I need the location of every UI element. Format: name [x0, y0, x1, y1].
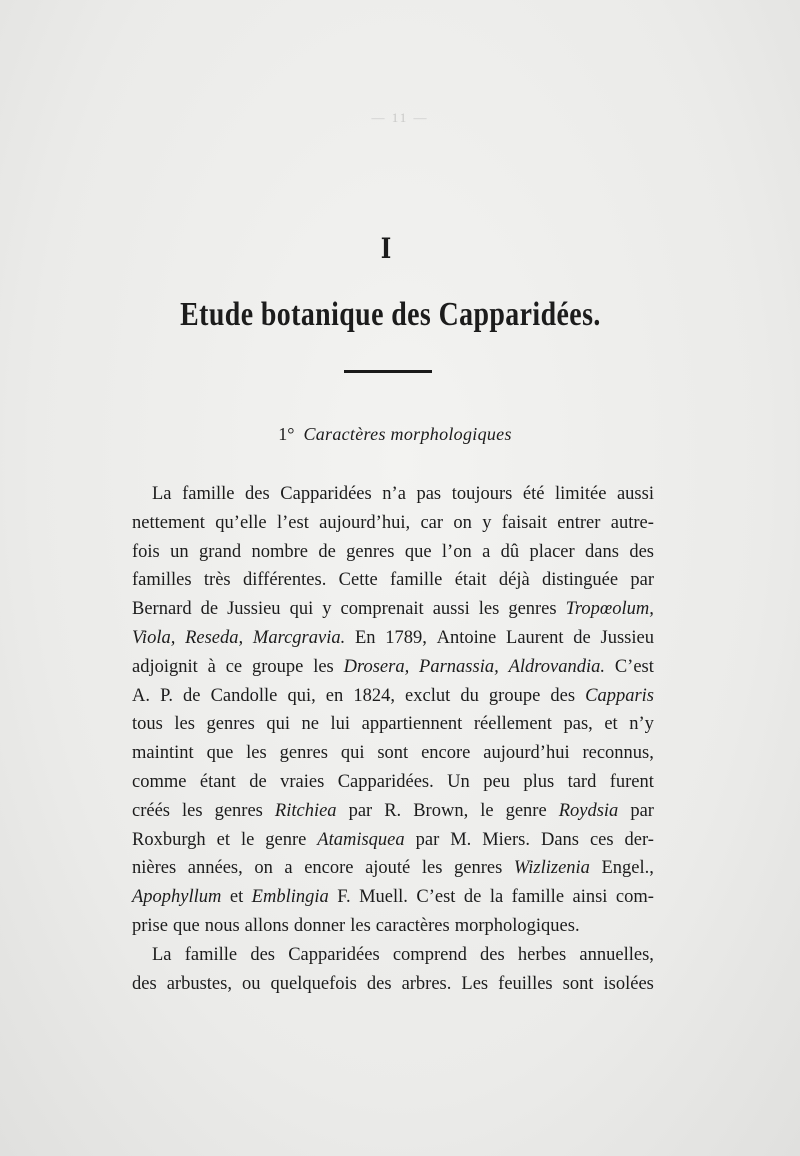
word: P. [160, 685, 173, 706]
word: Aldrovandia. [508, 656, 605, 677]
word: qui [340, 743, 365, 764]
word: quelquefois [270, 973, 357, 994]
word: lui [330, 714, 351, 735]
word: les [246, 743, 267, 764]
word: l’est [276, 512, 309, 533]
word: dans [585, 541, 619, 562]
word: aussi [432, 599, 470, 620]
word: des [550, 685, 576, 706]
word: Capparis [585, 685, 654, 706]
word: genres [453, 858, 503, 879]
word: par [630, 800, 654, 821]
word: Emblingia [251, 887, 329, 908]
word: familles [132, 570, 192, 591]
word: ou [241, 973, 261, 994]
word: on [453, 512, 472, 533]
word: groupe [251, 656, 304, 677]
word: Viola, [132, 627, 176, 648]
word: arbres. [401, 973, 452, 994]
word: encore [304, 858, 354, 879]
word: y [482, 512, 492, 533]
word: de [183, 685, 201, 706]
word: placer [529, 541, 575, 562]
word: aujourd’hui [483, 743, 570, 764]
body-text [132, 480, 654, 998]
word: que [172, 915, 200, 936]
word: tard [567, 771, 597, 792]
chapter-title [0, 296, 780, 334]
word: genres [214, 800, 263, 821]
word: années, [187, 858, 243, 879]
word: de [200, 599, 219, 620]
word: a [482, 541, 491, 562]
word: Jussieu [227, 599, 281, 620]
word: différentes. [242, 570, 327, 591]
word: Dans [540, 829, 579, 850]
section-number: 1° [278, 424, 295, 444]
word: famille [184, 944, 238, 965]
word: Wizlizenia [513, 858, 590, 879]
word: genres [206, 714, 255, 735]
word: faisait [501, 512, 547, 533]
word: annuelles, [579, 944, 654, 965]
text-line [132, 653, 654, 682]
word: adjoignit [132, 656, 198, 677]
word: Ritchiea [274, 800, 337, 821]
section-title: Caractères morphologiques [303, 424, 512, 444]
word: Antoine [436, 627, 497, 648]
text-line [132, 941, 654, 970]
text-line [132, 854, 654, 883]
text-line [132, 710, 654, 739]
word: 1824, [353, 685, 395, 706]
chapter-title-text: Etude botanique des Capparidées. [179, 296, 601, 333]
text-line [132, 566, 654, 595]
word: grand [198, 541, 242, 562]
word: le [240, 829, 255, 850]
word: com- [615, 887, 654, 908]
word: qui [289, 599, 314, 620]
word: des [132, 973, 157, 994]
word: Apophyllum [132, 887, 222, 908]
word: exclut [405, 685, 451, 706]
word: Cette [338, 570, 378, 591]
word: genres [508, 599, 557, 620]
word: les [182, 800, 203, 821]
word: des [629, 541, 654, 562]
word: dû [500, 541, 520, 562]
word: Laurent [506, 627, 564, 648]
text-line [132, 509, 654, 538]
word: Capparidées. [337, 771, 434, 792]
word: qui [266, 714, 290, 735]
page-number: — 11 — [371, 110, 429, 125]
word: y [322, 599, 332, 620]
word: Roydsia [558, 800, 619, 821]
word: Les [461, 973, 489, 994]
word: été [522, 484, 545, 504]
word: limitée [555, 484, 607, 504]
word: appartiennent [361, 714, 463, 735]
word: reconnus, [582, 743, 654, 764]
word: furent [609, 771, 654, 792]
word: tous [132, 714, 163, 735]
word: nettement [132, 512, 205, 533]
word: F. [337, 887, 351, 908]
word: comprenait [340, 599, 424, 620]
text-line [132, 624, 654, 653]
word: der- [624, 829, 654, 850]
word: très [203, 570, 231, 591]
word: Engel., [601, 858, 654, 879]
word: Miers. [482, 829, 531, 850]
word: caractères [375, 915, 450, 936]
word: qui, [287, 685, 316, 706]
word: famille [511, 887, 565, 908]
word: en [325, 685, 344, 706]
word: Bernard [132, 599, 192, 620]
word: M. [450, 829, 472, 850]
word: et [604, 714, 618, 735]
word: créés [132, 800, 170, 821]
word: C’est [614, 656, 654, 677]
word: arbustes, [166, 973, 232, 994]
word: de [463, 887, 482, 908]
word: et [216, 829, 230, 850]
word: groupe [488, 685, 541, 706]
word: et [229, 887, 244, 908]
word: donner [293, 915, 346, 936]
word: ainsi [572, 887, 608, 908]
word: maintint [132, 743, 194, 764]
word: Tropœolum, [565, 599, 654, 620]
word: pas, [563, 714, 593, 735]
word: La [152, 944, 172, 965]
word: Capparidées [288, 944, 380, 965]
word: ce [225, 656, 243, 677]
word: plus [523, 771, 555, 792]
word: sont [377, 743, 409, 764]
word: Capparidées [280, 484, 372, 504]
word: En [354, 627, 376, 648]
word: prise [132, 915, 168, 936]
word: Roxburgh [132, 829, 206, 850]
word: R. [384, 800, 402, 821]
chapter-number: I [380, 232, 392, 265]
word: genres [279, 743, 328, 764]
word: genres [346, 541, 395, 562]
word: nières [132, 858, 177, 879]
word: famille [390, 570, 443, 591]
text-line [132, 912, 654, 941]
word: allons [244, 915, 289, 936]
word: Un [447, 771, 470, 792]
word: genre [265, 829, 307, 850]
word: des [245, 484, 270, 504]
word: un [170, 541, 189, 562]
word: comprend [392, 944, 467, 965]
word: que [404, 541, 432, 562]
word: Candolle [210, 685, 278, 706]
word: était [454, 570, 487, 591]
word: à [207, 656, 216, 677]
word: des [366, 973, 392, 994]
word: les [350, 915, 371, 936]
word: les [421, 858, 443, 879]
word: isolées [603, 973, 654, 994]
word: Brown, [413, 800, 469, 821]
word: des [480, 944, 505, 965]
word: ajouté [365, 858, 411, 879]
word: la [489, 887, 504, 908]
word: 1789, [385, 627, 427, 648]
word: famille [182, 484, 235, 504]
word: l’on [441, 541, 472, 562]
word: qu’elle [215, 512, 267, 533]
text-line [132, 739, 654, 768]
word: nombre [251, 541, 308, 562]
word: Muell. [359, 887, 408, 908]
word: du [460, 685, 479, 706]
title-divider-rule [344, 370, 432, 373]
word: réellement [473, 714, 552, 735]
word: des [250, 944, 275, 965]
word: que [206, 743, 234, 764]
word: par [630, 570, 654, 591]
word: encore [421, 743, 471, 764]
text-line [132, 797, 654, 826]
word: n’y [629, 714, 654, 735]
word: toujours [451, 484, 513, 504]
word: de [573, 627, 591, 648]
word: Reseda, [185, 627, 244, 648]
word: on [254, 858, 273, 879]
word: comme [132, 771, 187, 792]
text-line [132, 970, 654, 999]
word: nous [204, 915, 240, 936]
word: Parnassia, [419, 656, 499, 677]
word: par [415, 829, 440, 850]
word: fois [132, 541, 160, 562]
word: A. [132, 685, 150, 706]
section-heading [0, 424, 790, 445]
word: par [348, 800, 373, 821]
word: morphologiques. [454, 915, 580, 936]
word: ces [589, 829, 614, 850]
text-line [132, 826, 654, 855]
word: a [284, 858, 293, 879]
word: de [318, 541, 336, 562]
text-line [132, 883, 654, 912]
text-line [132, 480, 654, 509]
word: étant [199, 771, 236, 792]
word: n’a [382, 484, 406, 504]
text-line [132, 682, 654, 711]
word: aujourd’hui, [319, 512, 411, 533]
word: les [174, 714, 195, 735]
word: vraies [280, 771, 325, 792]
word: les [478, 599, 500, 620]
word: Jussieu [600, 627, 654, 648]
word: La [152, 484, 172, 504]
word: les [313, 656, 334, 677]
word: distinguée [542, 570, 619, 591]
word: de [249, 771, 267, 792]
word: feuilles [498, 973, 553, 994]
word: le [480, 800, 494, 821]
word: ne [301, 714, 319, 735]
word: herbes [517, 944, 567, 965]
word: peu [483, 771, 510, 792]
text-line [132, 538, 654, 567]
word: C’est [416, 887, 456, 908]
word: autre- [610, 512, 654, 533]
word: aussi [616, 484, 654, 504]
word: pas [416, 484, 442, 504]
word: Marcgravia. [252, 627, 346, 648]
text-line [132, 768, 654, 797]
word: sont [562, 973, 594, 994]
text-line [132, 595, 654, 624]
word: car [420, 512, 444, 533]
word: genre [505, 800, 547, 821]
word: entrer [557, 512, 601, 533]
word: déjà [498, 570, 530, 591]
word: Atamisquea [317, 829, 405, 850]
word: Drosera, [343, 656, 410, 677]
